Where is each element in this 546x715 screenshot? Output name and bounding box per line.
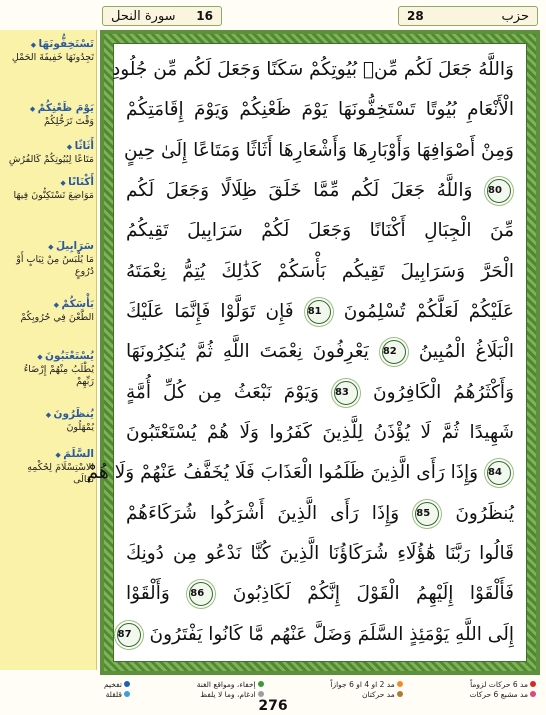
verse-line (126, 213, 514, 249)
verse-line (126, 415, 514, 451)
verse-line (117, 617, 514, 653)
ayah-number-marker: 87 (117, 623, 141, 647)
legend-label: مد 2 او 4 او 6 جوازاً (330, 679, 395, 689)
verse-text: فَأَلْقَوْا إِلَيْهِمُ الْقَوْلَ إِنَّكُمْ لَكَاذِبُونَ (232, 583, 514, 605)
note-definition: تَجِدُونَهَا خَفِيفَةَ الحَمْلِ (11, 52, 94, 63)
note-definition: الاسْتِسْلَامَ لِحُكْمِهِ تَعَالَى (27, 462, 94, 485)
margin-note (4, 240, 94, 278)
verse-line (126, 334, 514, 370)
legend-group (104, 680, 130, 699)
legend-item (104, 680, 130, 689)
verse-text: مِّنَ الْجِبَالِ أَكْنَانًا وَجَعَلَ لَكُمْ سَرَابِيلَ تَقِيكُمُ (126, 220, 514, 242)
verse-text: يُنظَرُونَ (455, 502, 514, 524)
margin-note (4, 298, 94, 324)
verse-text: الْحَرَّ وَسَرَابِيلَ تَقِيكُم بَأْسَكُمْ كَذَٰلِكَ يُتِمُّ نِعْمَتَهُ (126, 260, 514, 282)
verse-line (126, 496, 514, 532)
ayah-number-marker: 85 (415, 502, 439, 526)
legend-color-dot-icon (124, 691, 130, 697)
note-word: يَوْمَ ظَعْنِكُمْ ◆ (4, 102, 94, 116)
verse-line (111, 52, 514, 88)
surah-name: سورة النحل (111, 8, 176, 24)
margin-note (4, 102, 94, 128)
verse-line (126, 576, 514, 612)
verse-text: عَلَيْكُمْ لَعَلَّكُمْ تُسْلِمُونَ (343, 301, 515, 323)
legend-group (330, 680, 402, 699)
verse-text: قَالُوا رَبَّنَا هَٰؤُلَاءِ شُرَكَاؤُنَا الَّذِينَ كُنَّا نَدْعُو مِن دُونِكَ (126, 543, 514, 565)
legend-item (330, 680, 402, 689)
margin-note (4, 448, 94, 486)
ayah-number-marker: 80 (487, 179, 511, 203)
ayah-number-marker: 83 (334, 381, 358, 405)
verse-line (126, 294, 514, 330)
verse-text: إِلَى اللَّهِ يَوْمَئِذٍ السَّلَمَ وَضَلَّ عَنْهُم مَّا كَانُوا يَفْتَرُونَ (149, 623, 514, 645)
legend-color-dot-icon (258, 691, 264, 697)
note-definition: مَتَاعًا لِبُيُوتِكُمْ كَالفُرُشِ (8, 154, 94, 165)
note-word: سَرَابِيلَ ◆ (4, 240, 94, 254)
verse-line (126, 133, 514, 169)
verse-text: وَاللَّهُ جَعَلَ لَكُم مِّمَّا خَلَقَ ظِلَالًا وَجَعَلَ لَكُم (126, 180, 473, 202)
hizb-number: 28 (407, 9, 424, 23)
legend-label: تفخيم (104, 679, 122, 689)
margin-note (4, 140, 94, 166)
margin-note (4, 176, 94, 202)
note-word: بَأْسَكُمْ ◆ (4, 298, 94, 312)
margin-note (4, 408, 94, 434)
legend-color-dot-icon (124, 681, 130, 687)
note-word: يُنظَرُونَ ◆ (4, 408, 94, 422)
ayah-number-marker: 81 (307, 300, 331, 324)
verse-text: الْأَنْعَامِ بُيُوتًا تَسْتَخِفُّونَهَا يَوْمَ ظَعْنِكُمْ وَيَوْمَ إِقَامَتِكُمْ (126, 99, 514, 121)
note-word: تَسْتَخِفُّونَهَا ◆ (4, 38, 94, 52)
note-definition: يُطْلَبُ مِنْهُمْ إِرْضَاءُ رَبِّهِمْ (23, 364, 94, 387)
tajweed-legend (100, 679, 540, 699)
legend-label: مد مشبع 6 حركات (469, 689, 528, 699)
legend-color-dot-icon (258, 681, 264, 687)
verse-text: فَإِن تَوَلَّوْا فَإِنَّمَا عَلَيْكَ (126, 301, 294, 323)
hizb-header (398, 6, 538, 26)
note-word: يُسْتَعْتَبُونَ ◆ (4, 350, 94, 364)
verse-lines (86, 52, 515, 653)
verse-text: شَهِيدًا ثُمَّ لَا يُؤْذَنُ لِلَّذِينَ كَفَرُوا وَلَا هُمْ يُسْتَعْتَبُونَ (126, 422, 514, 444)
legend-label: مد حركتان (361, 689, 395, 699)
verse-text: وَإِذَا رَأَى الَّذِينَ ظَلَمُوا الْعَذَابَ فَلَا يُخَفَّفُ عَنْهُمْ وَلَا هُمْ (86, 462, 479, 484)
legend-color-dot-icon (530, 691, 536, 697)
verse-line (126, 536, 514, 572)
note-definition: مَا يُلْبَسُ مِنْ ثِيَابٍ أَوْ دُرُوعٍ (16, 254, 94, 277)
verse-text: وَاللَّهُ جَعَلَ لَكُم مِّنۢ بُيُوتِكُمْ سَكَنًا وَجَعَلَ لَكُم مِّن جُلُودِ (111, 59, 514, 80)
legend-label: قلقلة (105, 689, 122, 699)
verse-line (86, 455, 514, 491)
verse-text: وَيَوْمَ نَبْعَثُ مِن كُلِّ أُمَّةٍ (126, 381, 319, 403)
verse-text: يَعْرِفُونَ نِعْمَتَ اللَّهِ ثُمَّ يُنكِرُونَهَا (126, 341, 369, 363)
margin-note (4, 38, 94, 64)
verse-text: وَأَكْثَرُهُمُ الْكَافِرُونَ (373, 381, 515, 403)
ornamental-frame (86, 30, 540, 675)
legend-color-dot-icon (530, 681, 536, 687)
legend-color-dot-icon (397, 681, 403, 687)
verse-text: وَأَلْقَوْا (126, 583, 170, 605)
page-number: 276 (258, 698, 288, 714)
verse-line (126, 173, 514, 209)
legend-item (197, 680, 264, 689)
note-definition: يُمْهَلُونَ (66, 422, 94, 433)
note-word: أَكْنَانًا ◆ (4, 176, 94, 190)
note-definition: وَقْتَ تَرَحُّلِكُمْ (44, 116, 94, 127)
legend-color-dot-icon (397, 691, 403, 697)
note-word: السَّلَمَ ◆ (4, 448, 94, 462)
ayah-number-marker: 82 (382, 340, 406, 364)
note-word: أَثَاثًا ◆ (4, 140, 94, 154)
verse-line (126, 92, 514, 128)
legend-label: مد 6 حركات لزوماً (470, 679, 528, 689)
verse-text: الْبَلَاغُ الْمُبِينُ (418, 341, 514, 363)
margin-note (4, 350, 94, 388)
verse-line (126, 254, 514, 290)
verse-text: وَمِنْ أَصْوَافِهَا وَأَوْبَارِهَا وَأَشْعَارِهَا أَثَاثًا وَمَتَاعًا إِلَىٰ حِينٍ (124, 139, 514, 161)
verse-text: وَإِذَا رَأَى الَّذِينَ أَشْرَكُوا شُرَكَاءَهُمْ (126, 502, 400, 524)
surah-header (102, 6, 222, 26)
ayah-number-marker: 86 (189, 582, 213, 606)
page-in-surah-number: 16 (196, 9, 213, 23)
ayah-number-marker: 84 (487, 461, 511, 485)
hizb-label: حزب (501, 8, 529, 24)
legend-item (469, 680, 536, 689)
text-area (86, 43, 527, 662)
legend-label: ادغام، وما لا يلفظ (200, 689, 256, 699)
legend-label: إخفاء، ومواقع الغنة (196, 679, 256, 689)
legend-group (197, 680, 264, 699)
verse-line (126, 375, 514, 411)
legend-group (469, 680, 536, 699)
note-definition: مَوَاضِعَ تَسْتَكِنُّونَ فِيهَا (13, 190, 94, 201)
margin-notes-panel (0, 30, 97, 670)
note-definition: الطَّعْنَ فِي حُرُوبِكُمْ (20, 312, 94, 323)
